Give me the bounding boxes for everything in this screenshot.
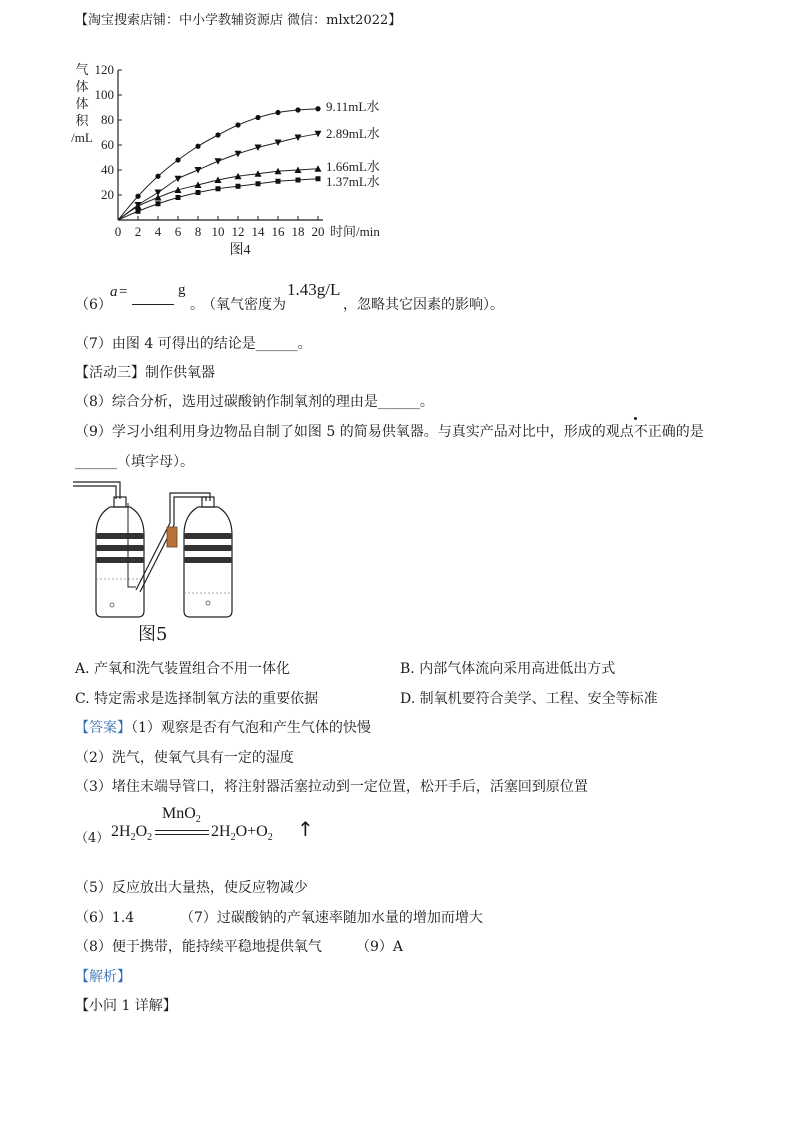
right-bottle-band-1 — [184, 533, 232, 539]
activity-3-heading: 【活动三】制作供氧器 — [75, 365, 215, 381]
option-c: C. 特定需求是选择制氧方法的重要依据 — [75, 691, 319, 707]
answer-9: （9）A — [356, 939, 404, 955]
figure4-caption: 图4 — [229, 243, 251, 258]
y-axis-label: 积 — [75, 113, 89, 128]
x-tick-label: 14 — [251, 224, 265, 239]
question-8: （8）综合分析，选用过碳酸钠作制氧剂的理由是______。 — [75, 394, 434, 410]
left-bottle-band-3 — [96, 557, 144, 563]
answer-5: （5）反应放出大量热，使反应物减少 — [75, 880, 308, 896]
right-bottle-band-3 — [184, 557, 232, 563]
answer-2: （2）洗气，使氧气具有一定的湿度 — [75, 750, 294, 766]
x-tick-label: 2 — [134, 224, 142, 239]
data-point — [136, 209, 141, 214]
data-point — [315, 106, 320, 111]
analysis-tag: 【解析】 — [75, 969, 131, 985]
data-point — [235, 151, 242, 158]
data-point — [175, 176, 182, 183]
page-header: 【淘宝搜索店铺：中小学教辅资源店 微信：mlxt2022】 — [75, 13, 402, 28]
y-axis-label: /mL — [71, 130, 93, 145]
x-tick-label: 6 — [174, 224, 182, 239]
question-7: （7）由图 4 可得出的结论是______。 — [75, 336, 312, 352]
x-tick-label: 12 — [231, 224, 245, 239]
emphasis-not: 不 — [633, 424, 648, 440]
y-axis-label: 体 — [75, 96, 89, 111]
answer-8: （8）便于携带，能持续平稳地提供氧气 — [75, 939, 322, 955]
double-bond-line — [155, 834, 209, 835]
answer-tag: 【答案】 — [75, 720, 131, 736]
data-point — [235, 122, 240, 127]
series-label: 9.11mL水 — [326, 98, 380, 114]
figure4-chart — [68, 60, 428, 260]
series-line-3 — [118, 179, 318, 220]
option-a: A. 产氧和洗气装置组合不用一体化 — [75, 661, 291, 677]
data-point — [215, 132, 220, 137]
y-axis-label: 气 — [75, 62, 89, 77]
data-point — [275, 110, 280, 115]
data-point — [236, 184, 241, 189]
x-tick-label: 0 — [114, 224, 122, 239]
rubber-connector — [167, 527, 177, 547]
y-tick-label: 120 — [94, 62, 114, 77]
data-point — [176, 195, 181, 200]
data-point — [276, 179, 281, 184]
answer-6: （6）1.4 — [75, 910, 135, 926]
answer-4: （4） $2H_2O_2$ MnO$_2$ $2H_2O+O_2$ ↑ — [75, 805, 314, 846]
series-line-2 — [118, 169, 318, 220]
left-bottle-band-2 — [96, 545, 144, 551]
emphasis-dot — [634, 417, 637, 420]
answer-7: （7）过碳酸钠的产氧速率随加水量的增加而增大 — [180, 910, 483, 926]
x-axis-label: 时间/min — [330, 224, 380, 239]
right-bottle-band-2 — [184, 545, 232, 551]
data-point — [135, 194, 140, 199]
answer-1: 【答案】（1）观察是否有气泡和产生气体的快慢 — [75, 720, 371, 736]
option-b: B. 内部气体流向采用高进低出方式 — [400, 661, 616, 677]
y-tick-label: 80 — [101, 112, 114, 127]
data-point — [195, 144, 200, 149]
data-point — [296, 178, 301, 183]
detail-tag: 【小问 1 详解】 — [75, 998, 177, 1014]
data-point — [175, 157, 180, 162]
data-point — [316, 176, 321, 181]
y-tick-label: 20 — [101, 187, 114, 202]
series-label: 1.37mL水 — [326, 173, 380, 189]
question-6: （6） a = g 。 （氧气密度为 1.43g/L ，忽略其它因素的影响）。 — [75, 280, 504, 313]
data-point — [256, 181, 261, 186]
option-d: D. 制氧机要符合美学、工程、安全等标准 — [400, 691, 658, 707]
x-tick-label: 18 — [291, 224, 305, 239]
x-tick-label: 10 — [211, 224, 225, 239]
data-point — [196, 190, 201, 195]
y-axis-label: 体 — [75, 79, 89, 94]
figure5-diagram — [70, 475, 250, 625]
answer-blank — [132, 304, 174, 305]
data-point — [156, 201, 161, 206]
question-9: （9）学习小组利用身边物品自制了如图 5 的简易供氧器。与真实产品对比中，形成的观点不正确的是 — [75, 424, 704, 440]
y-tick-label: 40 — [101, 162, 114, 177]
x-tick-label: 20 — [311, 224, 325, 239]
data-point — [215, 158, 222, 165]
question-9-line2: ______（填字母）。 — [75, 454, 194, 470]
gas-up-arrow: ↑ — [297, 817, 314, 841]
figure5-caption: 图5 — [138, 624, 168, 645]
data-point — [195, 167, 202, 174]
x-tick-label: 8 — [194, 224, 202, 239]
answer-3: （3）堵住末端导管口，将注射器活塞拉动到一定位置，松开手后，活塞回到原位置 — [75, 779, 588, 795]
x-tick-label: 4 — [154, 224, 162, 239]
data-point — [155, 194, 162, 201]
x-tick-label: 16 — [271, 224, 285, 239]
series-label: 1.66mL水 — [326, 158, 380, 174]
data-point — [216, 186, 221, 191]
series-label: 2.89mL水 — [326, 125, 380, 141]
data-point — [255, 115, 260, 120]
y-tick-label: 60 — [101, 137, 114, 152]
y-tick-label: 100 — [94, 87, 114, 102]
left-bottle-band-1 — [96, 533, 144, 539]
double-bond-line — [155, 830, 209, 831]
data-point — [295, 107, 300, 112]
data-point — [155, 174, 160, 179]
